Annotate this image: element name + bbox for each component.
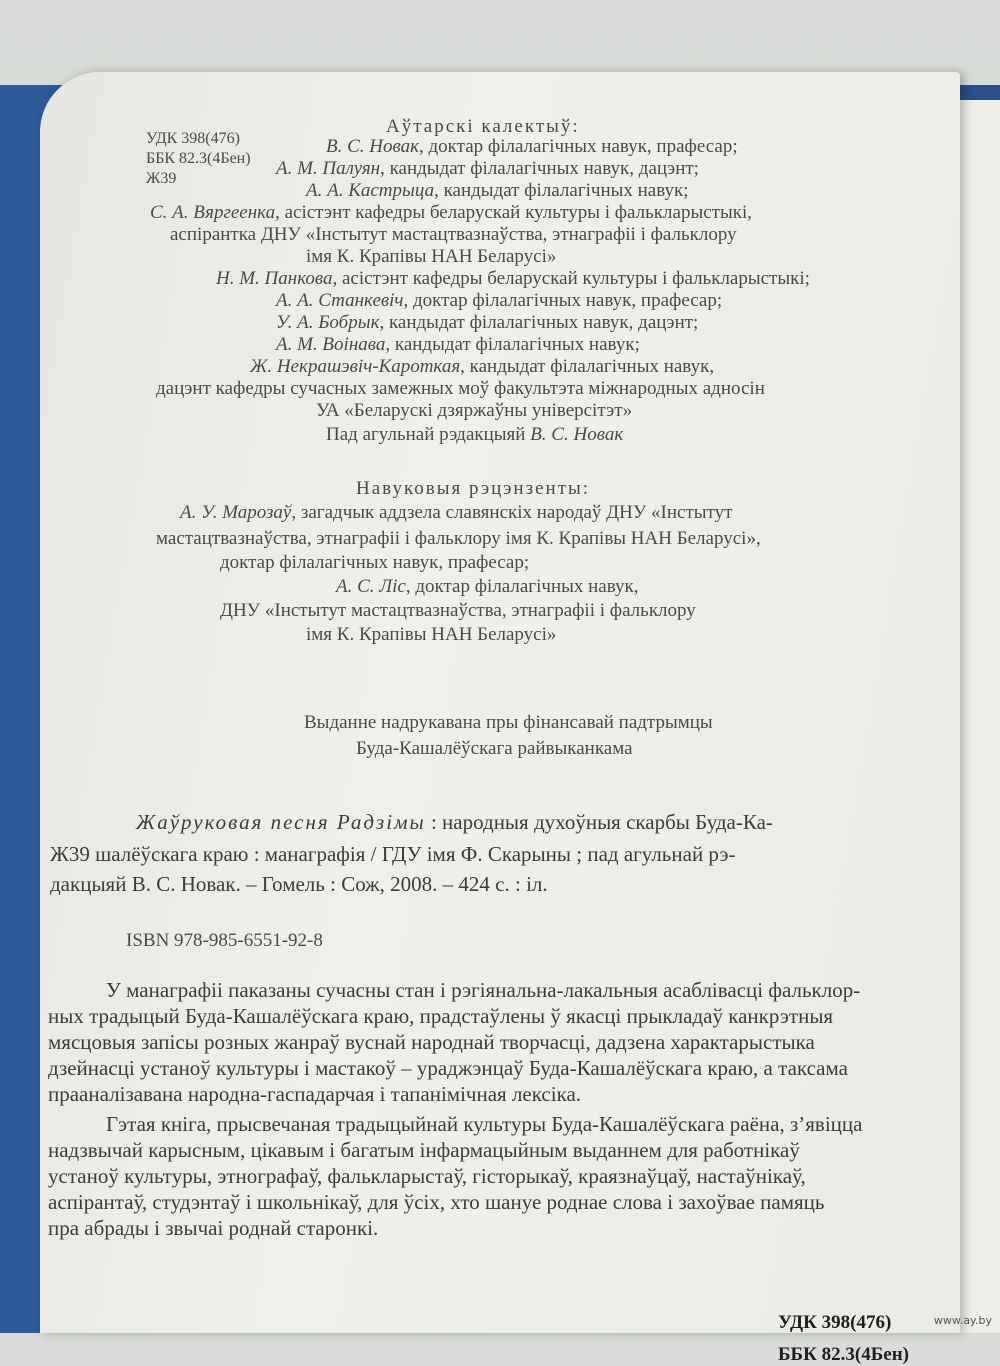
abstract-line: аспірантаў, студэнтаў і школьнікаў, для ўсіх, хто шануе роднае слова і захоўвае памяць <box>48 1190 825 1214</box>
author-line <box>250 356 714 378</box>
reviewer-name: А. У. Марозаў <box>180 502 292 523</box>
author-line <box>276 312 698 334</box>
catalog-code: Ж39 <box>50 842 90 866</box>
reviewer-details: ДНУ «Інстытут мастацтвазнаўства, этнаграфіі і фальклору <box>220 600 696 621</box>
abstract-line: устаноў культуры, этнографаў, фалькларыстаў, гісторыкаў, краязнаўцаў, настаўнікаў, <box>48 1164 806 1188</box>
author-details: УА «Беларускі дзяржаўны універсітэт» <box>316 400 633 421</box>
author-name: Ж. Некрашэвіч-Кароткая <box>250 356 461 377</box>
title-verso-page <box>40 72 960 1365</box>
abstract-line: ных традыцый Буда-Кашалёўскага краю, прадстаўлены ў якасці прыкладаў канкрэтныя <box>48 1004 834 1028</box>
abstract-line: надзвычай карысным, цікавым і багатым інфармацыйным выданнем для работнікаў <box>48 1138 800 1162</box>
abstract-line: У манаграфіі паказаны сучасны стан і рэгіянальна-лакальныя асаблівасці фальклор- <box>106 978 861 1002</box>
author-details: , доктар філалагічных навук, прафесар; <box>419 136 738 157</box>
author-name: А. А. Станкевіч <box>276 290 404 311</box>
author-details: , кандыдат філалагічных навук; <box>434 180 689 201</box>
reviewer-details: мастацтвазнаўства, этнаграфіі і фальклору імя К. Крапівы НАН Беларусі», <box>156 528 761 549</box>
author-line <box>150 202 752 224</box>
author-details: аспірантка ДНУ «Інстытут мастацтвазнаўства, этнаграфіі і фальклору <box>170 224 737 245</box>
reviewer-line <box>306 624 556 646</box>
author-line <box>276 334 640 356</box>
author-name: А. А. Кастрыца <box>306 180 435 201</box>
bibliography-publisher: шалёўскага краю : манаграфія / ГДУ імя Ф. Скарыны ; пад агульнай рэ- <box>89 842 736 866</box>
author-line <box>276 290 722 312</box>
author-name: С. А. Вяргеенка <box>150 202 276 223</box>
reviewer-line <box>180 502 732 524</box>
bibliography-line-3: дакцыяй В. С. Новак. – Гомель : Сож, 2008. – 424 с. : іл. <box>50 872 548 896</box>
author-details: , доктар філалагічных навук, прафесар; <box>403 290 723 311</box>
authors-heading: Аўтарскі калектыў: <box>386 116 580 137</box>
bibliography-subtitle: : народныя духоўныя скарбы Буда-Ка- <box>425 810 773 834</box>
reviewer-details: , загадчык аддзела славянскіх народаў ДНУ «Інстытут <box>291 502 733 523</box>
reviewer-line <box>156 528 761 550</box>
book-title: Жаўруковая песня Радзімы <box>136 810 426 834</box>
editor-prefix: Пад агульнай рэдакцыяй <box>326 424 531 445</box>
isbn: ISBN 978-985-6551-92-8 <box>126 930 323 951</box>
udk-top: УДК 398(476) <box>146 130 240 147</box>
author-details: дацэнт кафедры сучасных замежных моў факультэта міжнародных адносін <box>156 378 765 399</box>
author-details: , кандыдат філалагічных навук; <box>385 334 640 355</box>
author-details: імя К. Крапівы НАН Беларусі» <box>306 246 557 267</box>
author-details: , кандыдат філалагічных навук, <box>460 356 715 377</box>
author-name: А. М. Воінава <box>276 334 386 355</box>
author-line <box>156 378 765 400</box>
author-name: В. С. Новак <box>326 136 420 157</box>
editor-line <box>326 424 623 446</box>
funding-line-1: Выданне надрукавана пры фінансавай падтрымцы <box>304 712 713 733</box>
reviewer-details: доктар філалагічных навук, прафесар; <box>220 552 530 573</box>
bibliography-line-2 <box>50 842 735 867</box>
author-name: А. М. Палуян <box>276 158 381 179</box>
reviewer-details: , доктар філалагічных навук, <box>405 576 639 597</box>
author-line <box>306 180 689 202</box>
author-line <box>326 136 738 158</box>
funding-line-2: Буда-Кашалёўскага райвыканкама <box>356 738 633 759</box>
author-line <box>316 400 632 422</box>
author-line <box>276 158 699 180</box>
author-details: , кандыдат філалагічных навук, дацэнт; <box>379 312 699 333</box>
author-details: , кандыдат філалагічных навук, дацэнт; <box>380 158 699 179</box>
abstract-line: прааналізавана народна-гаспадарчая і тапанімічная лексіка. <box>48 1082 582 1106</box>
author-details: , асістэнт кафедры беларускай культуры і фалькларыстыкі, <box>275 202 752 223</box>
editor-name: В. С. Новак <box>530 424 624 445</box>
reviewer-details: імя К. Крапівы НАН Беларусі» <box>306 624 557 645</box>
reviewer-name: А. С. Ліс <box>336 576 406 597</box>
author-line <box>170 224 737 246</box>
udk-bottom: УДК 398(476) <box>778 1312 892 1333</box>
bibliography-line-1 <box>136 810 773 835</box>
author-name: Н. М. Панкова <box>216 268 333 289</box>
author-name: У. А. Бобрык <box>276 312 380 333</box>
reviewer-line <box>220 552 529 574</box>
watermark: www.ay.by <box>933 1314 992 1327</box>
reviewers-heading: Навуковыя рэцэнзенты: <box>356 478 591 499</box>
catalog-code-top: Ж39 <box>146 170 177 187</box>
author-line <box>306 246 556 268</box>
reviewer-line <box>336 576 639 598</box>
abstract-line: дзейнасці устаноў культуры і мастакоў – ураджэнцаў Буда-Кашалёўскага краю, а таксама <box>48 1056 848 1080</box>
bbk-bottom: ББК 82.3(4Бен) <box>778 1344 909 1365</box>
abstract-line: Гэтая кніга, прысвечаная традыцыйнай культуры Буда-Кашалёўскага раёна, з’явіцца <box>106 1112 863 1136</box>
abstract-line: пра абрады і звычаі роднай старонкі. <box>48 1216 379 1240</box>
author-line <box>216 268 810 290</box>
author-details: , асістэнт кафедры беларускай культуры і фалькларыстыкі; <box>332 268 810 289</box>
reviewer-line <box>220 600 696 622</box>
bbk-top: ББК 82.3(4Бен) <box>146 150 251 167</box>
abstract-line: мясцовыя запісы розных жанраў вуснай народнай творчасці, дадзена характарыстыка <box>48 1030 815 1054</box>
